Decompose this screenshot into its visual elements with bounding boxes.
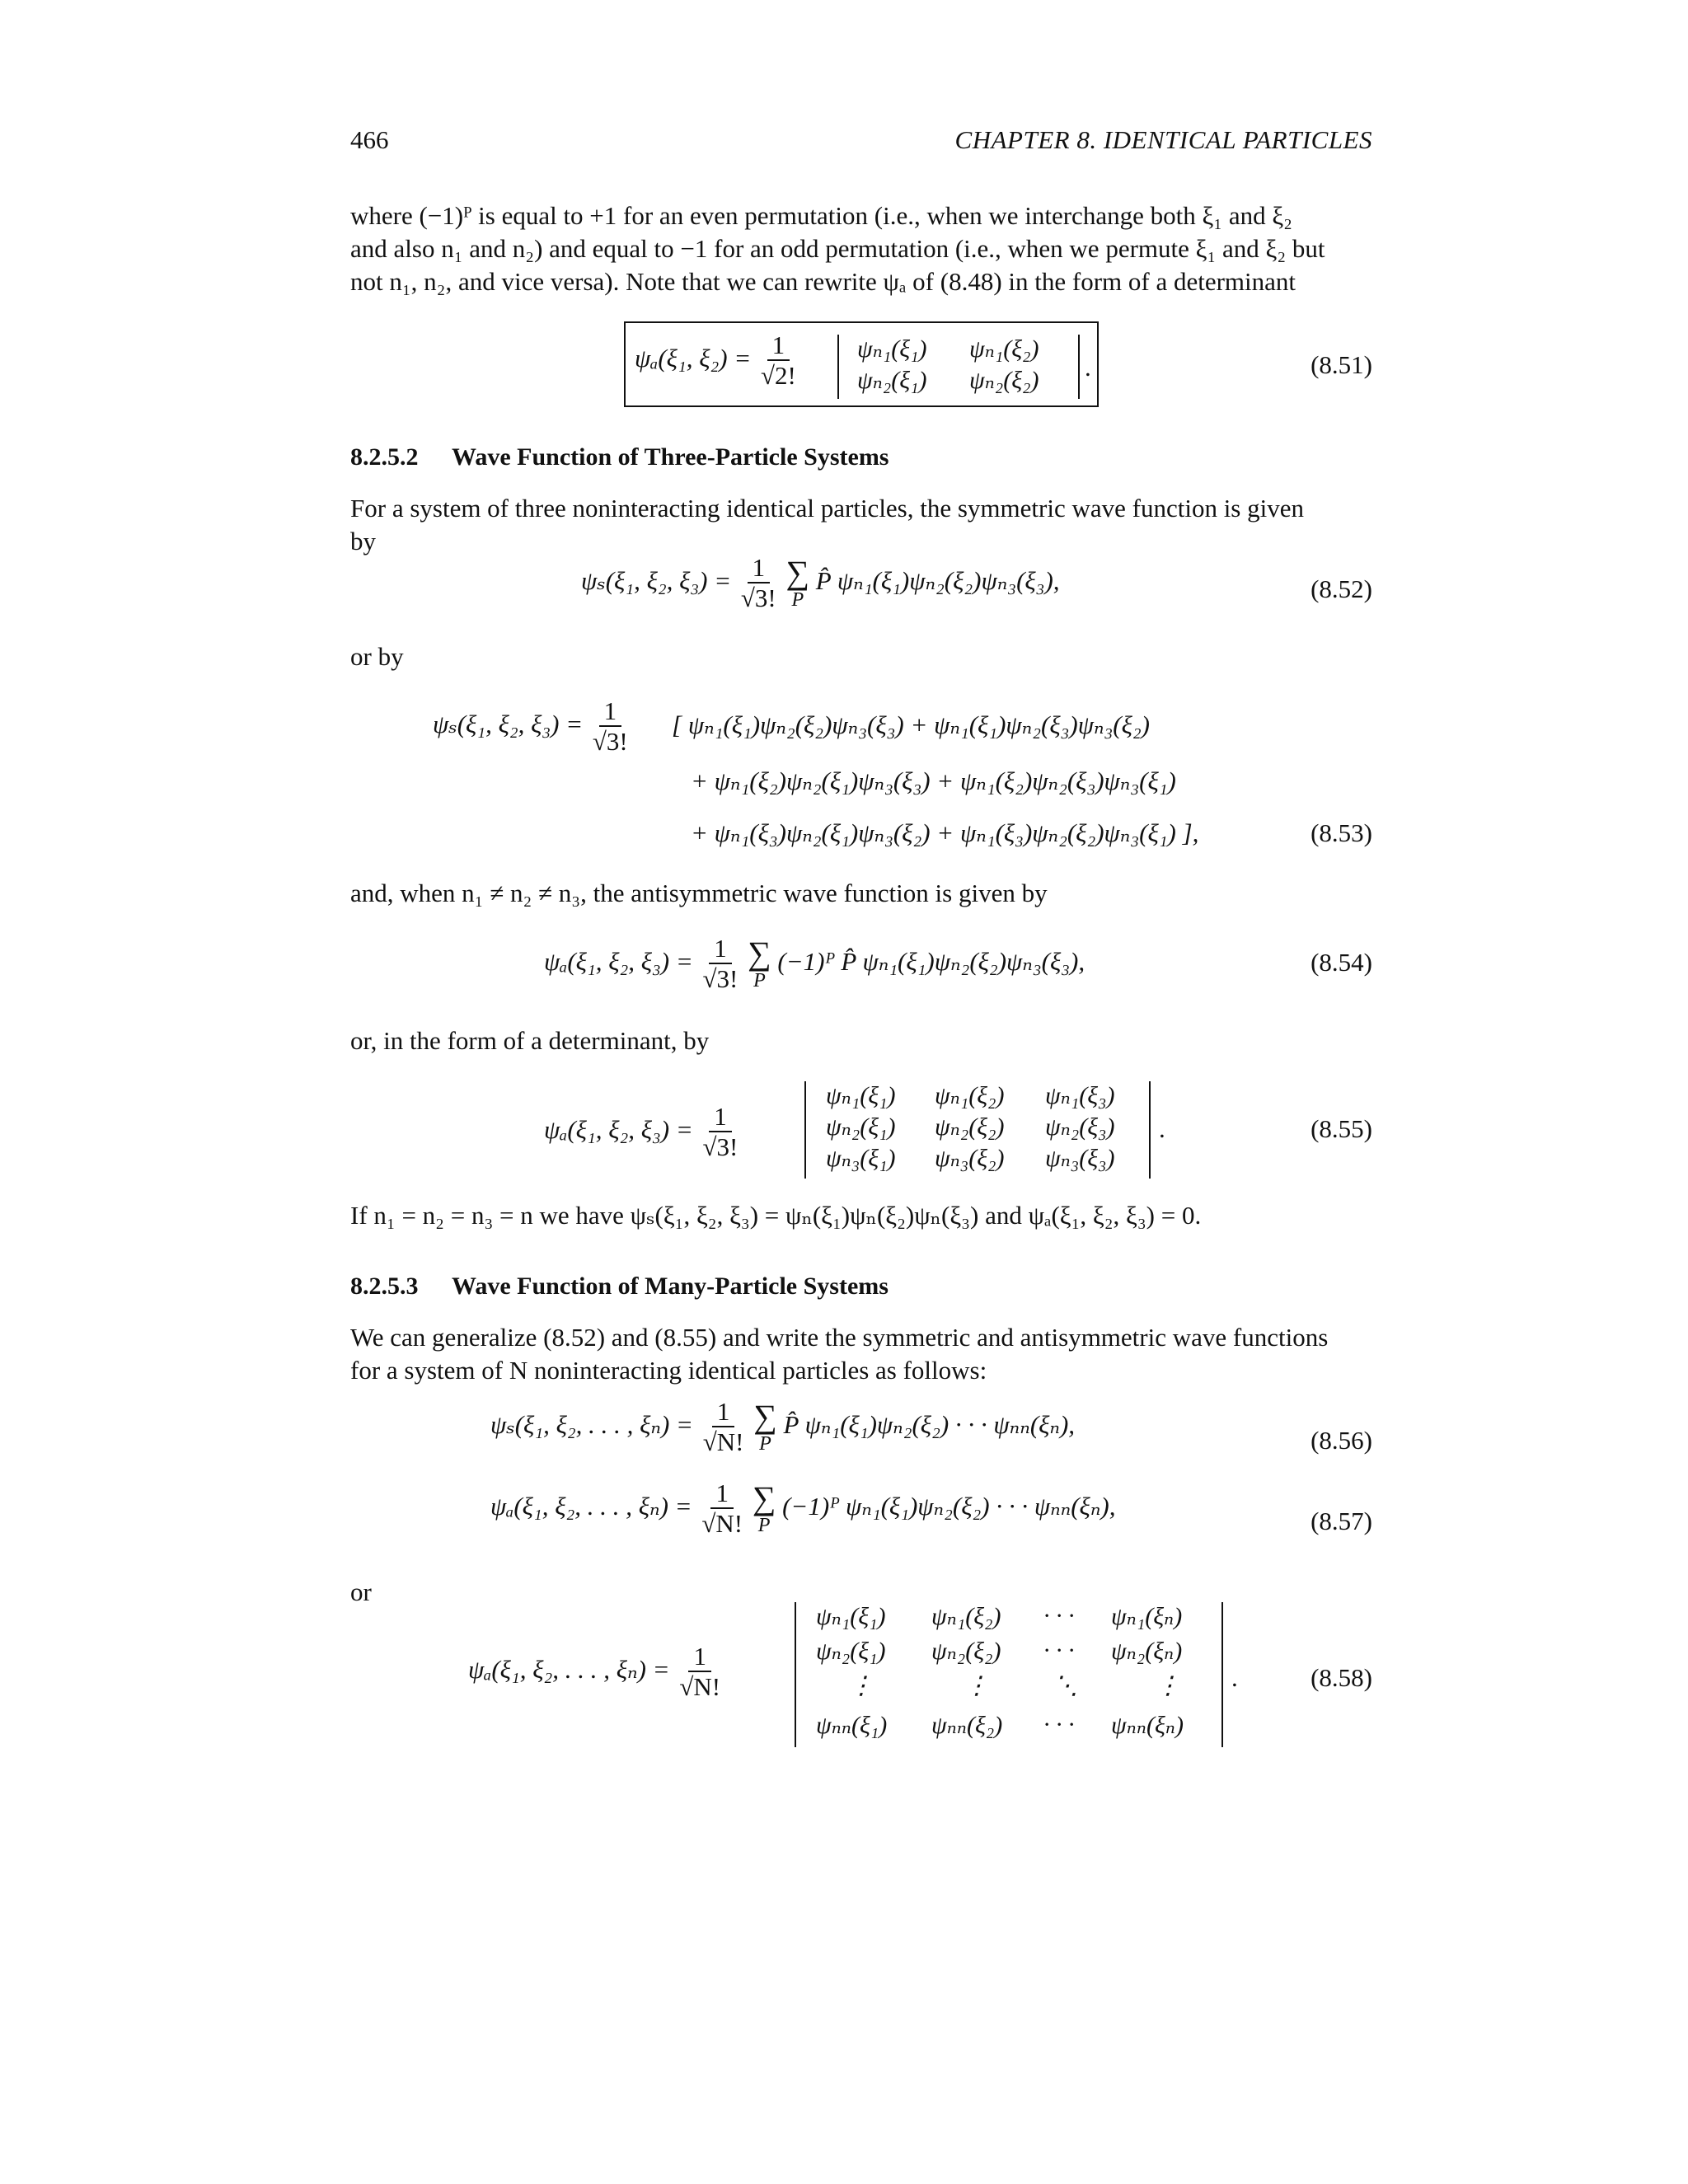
equation-label: (8.57) xyxy=(1311,1507,1372,1535)
equation-rhs: P̂ ψₙ₁(ξ₁)ψₙ₂(ξ₂)ψₙ₃(ξ₃), xyxy=(815,566,1060,596)
section-number: 8.2.5.3 xyxy=(350,1272,419,1300)
matrix-cell: ψₙ₁(ξ₃) xyxy=(1045,1082,1115,1109)
matrix-cell: ψₙ₁(ξ₁) xyxy=(816,1603,886,1630)
text-line: We can generalize (8.52) and (8.55) and write the symmetric and antisymmetric wave functions xyxy=(350,1323,1329,1352)
fraction xyxy=(679,1643,720,1702)
fraction-numerator: 1 xyxy=(709,1103,732,1132)
text-line: For a system of three noninteracting identical particles, the symmetric wave function is given xyxy=(350,494,1304,523)
matrix-cell: ψₙ₁(ξₙ) xyxy=(1111,1603,1183,1630)
fraction-denominator: √3! xyxy=(702,1132,738,1161)
equation-line: + ψₙ₁(ξ₃)ψₙ₂(ξ₁)ψₙ₃(ξ₂) + ψₙ₁(ξ₃)ψₙ₂(ξ₂)ψₙ₃(ξ₁) ], xyxy=(691,818,1199,847)
fraction-numerator: 1 xyxy=(748,554,771,583)
equation-lhs: ψₐ(ξ₁, ξ₂, ξ₃) = xyxy=(544,1115,693,1145)
fraction-denominator: √N! xyxy=(679,1672,721,1701)
equation-8-53 xyxy=(433,697,631,757)
text-line: If n₁ = n₂ = n₃ = n we have ψₛ(ξ₁, ξ₂, ξ₃) = ψₙ(ξ₁)ψₙ(ξ₂)ψₙ(ξ₃) and ψₐ(ξ₁, ξ₂, ξ₃) = 0. xyxy=(350,1201,1202,1230)
equation-label: (8.54) xyxy=(1311,948,1372,977)
text-line: or xyxy=(350,1577,372,1606)
fraction xyxy=(741,554,776,613)
section-title: Wave Function of Three-Particle Systems xyxy=(452,443,889,471)
summation xyxy=(748,937,771,991)
section-title: Wave Function of Many-Particle Systems xyxy=(452,1272,889,1300)
text-line: where (−1)ᴾ is equal to +1 for an even permutation (i.e., when we interchange both ξ₁ and ξ₂ xyxy=(350,201,1292,230)
matrix-cell: ⋱ xyxy=(1053,1672,1078,1699)
equation-rhs: (−1)ᴾ ψₙ₁(ξ₁)ψₙ₂(ξ₂) · · · ψₙₙ(ξₙ), xyxy=(782,1492,1116,1521)
text-line: or by xyxy=(350,642,404,671)
fraction xyxy=(761,331,796,391)
sum-symbol: ∑ xyxy=(785,554,810,591)
matrix-cell: ψₙₙ(ξ₂) xyxy=(931,1712,1003,1739)
matrix-cell: ψₙ₃(ξ₃) xyxy=(1045,1145,1115,1172)
chapter-title: CHAPTER 8. IDENTICAL PARTICLES xyxy=(954,125,1372,154)
matrix-cell: ψₙ₂(ξ₂) xyxy=(931,1638,1001,1665)
determinant-3x3 xyxy=(804,1081,1151,1179)
matrix-cell: ψₙ₃(ξ₁) xyxy=(826,1145,896,1172)
equation-end: . xyxy=(1159,1114,1165,1143)
matrix-cell: ψₙ₂(ξ₂) xyxy=(969,367,1039,394)
equation-line: + ψₙ₁(ξ₂)ψₙ₂(ξ₁)ψₙ₃(ξ₃) + ψₙ₁(ξ₂)ψₙ₂(ξ₃)ψₙ₃(ξ₁) xyxy=(691,766,1176,795)
section-heading xyxy=(350,1272,889,1301)
fraction xyxy=(703,935,738,994)
equation-lhs: ψₐ(ξ₁, ξ₂, . . . , ξₙ) = xyxy=(468,1655,670,1685)
matrix-cell: ψₙ₂(ξ₁) xyxy=(816,1638,886,1665)
page-header xyxy=(350,125,1372,166)
fraction xyxy=(703,1398,744,1457)
fraction xyxy=(703,1103,738,1162)
matrix-cell: ψₙ₂(ξ₃) xyxy=(1045,1113,1115,1141)
summation xyxy=(786,556,810,611)
paragraph xyxy=(350,877,1372,910)
intro-paragraph xyxy=(350,199,1372,298)
equation-lhs: ψₛ(ξ₁, ξ₂, . . . , ξₙ) = xyxy=(490,1410,693,1440)
equation-8-54 xyxy=(544,935,1085,994)
paragraph xyxy=(350,1321,1372,1387)
sum-subscript: P xyxy=(791,589,804,611)
equation-lhs: ψₐ(ξ₁, ξ₂, . . . , ξₙ) = xyxy=(490,1492,692,1521)
sum-subscript: P xyxy=(759,1433,771,1455)
matrix-cell: · · · xyxy=(1043,1602,1075,1629)
equation-rhs: P̂ ψₙ₁(ξ₁)ψₙ₂(ξ₂) · · · ψₙₙ(ξₙ), xyxy=(783,1410,1076,1440)
fraction-denominator: √3! xyxy=(592,727,628,756)
fraction-numerator: 1 xyxy=(767,331,790,361)
summation xyxy=(752,1479,776,1536)
equation-line: [ ψₙ₁(ξ₁)ψₙ₂(ξ₂)ψₙ₃(ξ₃) + ψₙ₁(ξ₁)ψₙ₂(ξ₃)ψₙ₃(ξ₂) xyxy=(672,710,1150,739)
fraction-numerator: 1 xyxy=(710,1479,734,1509)
equation-8-57 xyxy=(490,1479,1115,1539)
fraction-denominator: √3! xyxy=(740,583,776,612)
fraction-numerator: 1 xyxy=(709,935,732,964)
matrix-cell: ψₙ₂(ξₙ) xyxy=(1111,1638,1183,1665)
equation-label: (8.56) xyxy=(1311,1426,1372,1455)
matrix-cell: ψₙ₂(ξ₁) xyxy=(857,367,927,394)
fraction xyxy=(701,1479,743,1539)
paragraph xyxy=(350,492,1372,558)
fraction-numerator: 1 xyxy=(712,1398,735,1427)
equation-label: (8.53) xyxy=(1311,818,1372,847)
matrix-cell: ψₙ₂(ξ₁) xyxy=(826,1113,896,1141)
equation-rhs: (−1)ᴾ P̂ ψₙ₁(ξ₁)ψₙ₂(ξ₂)ψₙ₃(ξ₃), xyxy=(777,947,1085,977)
sum-symbol: ∑ xyxy=(752,1479,776,1516)
determinant-nxn xyxy=(795,1602,1223,1747)
paragraph xyxy=(350,640,1372,673)
paragraph xyxy=(350,1199,1372,1232)
page-number: 466 xyxy=(350,125,389,154)
equation-label: (8.51) xyxy=(1311,350,1372,379)
fraction-numerator: 1 xyxy=(688,1643,711,1672)
fraction xyxy=(593,697,628,757)
equation-end: . xyxy=(1231,1663,1238,1692)
equation-label: (8.52) xyxy=(1311,574,1372,603)
text-line: not n₁, n₂, and vice versa). Note that we can rewrite ψₐ of (8.48) in the form of a determinant xyxy=(350,267,1296,296)
equation-8-55 xyxy=(544,1103,741,1162)
fraction-denominator: √3! xyxy=(702,964,738,993)
matrix-cell: ψₙₙ(ξ₁) xyxy=(816,1712,888,1739)
sum-symbol: ∑ xyxy=(753,1398,777,1435)
matrix-cell: ⋮ xyxy=(964,1672,989,1699)
matrix-cell: · · · xyxy=(1043,1711,1075,1738)
equation-lhs: ψₛ(ξ₁, ξ₂, ξ₃) = xyxy=(581,566,732,596)
matrix-cell: ⋮ xyxy=(1156,1672,1180,1699)
text-line: and also n₁ and n₂) and equal to −1 for an odd permutation (i.e., when we permute ξ₁ and ξ₂ but xyxy=(350,234,1325,263)
matrix-cell: ψₙ₁(ξ₂) xyxy=(935,1082,1005,1109)
equation-8-52 xyxy=(581,554,1060,613)
sum-subscript: P xyxy=(753,970,766,991)
equation-8-56 xyxy=(490,1398,1075,1457)
sum-subscript: P xyxy=(757,1515,771,1536)
matrix-cell: ψₙ₁(ξ₂) xyxy=(969,335,1039,363)
equation-lhs: ψₐ(ξ₁, ξ₂) = xyxy=(635,344,752,373)
text-line: for a system of N noninteracting identical particles as follows: xyxy=(350,1356,987,1385)
matrix-cell: ψₙ₁(ξ₁) xyxy=(857,335,927,363)
fraction-denominator: √2! xyxy=(761,361,796,390)
fraction-numerator: 1 xyxy=(599,697,622,727)
equation-label: (8.58) xyxy=(1311,1663,1372,1692)
matrix-cell: ψₙ₃(ξ₂) xyxy=(935,1145,1005,1172)
fraction-denominator: √N! xyxy=(702,1427,744,1456)
paragraph xyxy=(350,1024,1372,1057)
text-line: by xyxy=(350,527,376,555)
matrix-cell: ψₙ₂(ξ₂) xyxy=(935,1113,1005,1141)
matrix-cell: ψₙₙ(ξₙ) xyxy=(1111,1712,1184,1739)
section-heading xyxy=(350,443,889,471)
equation-8-58 xyxy=(468,1643,724,1702)
matrix-cell: ψₙ₁(ξ₁) xyxy=(826,1082,896,1109)
text-line: or, in the form of a determinant, by xyxy=(350,1026,710,1055)
equation-lhs: ψₐ(ξ₁, ξ₂, ξ₃) = xyxy=(544,947,693,977)
matrix-cell: ⋮ xyxy=(849,1672,874,1699)
fraction-denominator: √N! xyxy=(701,1509,743,1538)
summation xyxy=(753,1400,777,1455)
equation-end: . xyxy=(1085,353,1091,382)
equation-lhs: ψₛ(ξ₁, ξ₂, ξ₃) = xyxy=(433,710,584,739)
matrix-cell: · · · xyxy=(1043,1637,1075,1664)
sum-symbol: ∑ xyxy=(748,935,771,972)
equation-8-51 xyxy=(635,331,799,391)
text-line: and, when n₁ ≠ n₂ ≠ n₃, the antisymmetric wave function is given by xyxy=(350,879,1048,907)
matrix-cell: ψₙ₁(ξ₂) xyxy=(931,1603,1001,1630)
determinant-2x2 xyxy=(837,335,1080,399)
equation-label: (8.55) xyxy=(1311,1114,1372,1143)
section-number: 8.2.5.2 xyxy=(350,443,419,471)
